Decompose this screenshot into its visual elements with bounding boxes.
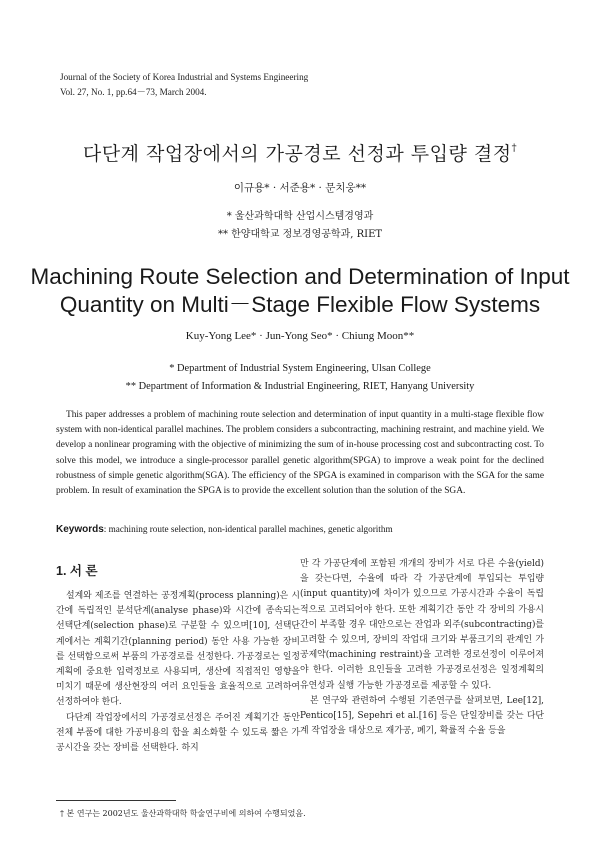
keywords-label: Keywords <box>56 524 104 535</box>
body-column-left <box>56 563 300 756</box>
title-footnote-mark: † <box>511 143 518 154</box>
english-affiliations <box>0 360 600 396</box>
paragraph: 만 각 가공단계에 포함된 개개의 장비가 서로 다른 수율(yield)을 갖는다면, 수율에 따라 각 가공단계에 투입되는 투입량(input quantity)에 차이가 있으므로 가공시간과 수율이 독립적으로 고려되어야 한다. 또한 계획기간 동안 각 장비의 가용시간이 부족할 경우 대안으로는 잔업과 외주(subcontracting)를 고려할 수 있으며, 장비의 작업대 크기와 부품크기의 관계인 가공제약(machining restraint)을 고려한 경로선정이 이루어져야 한다. 이러한 요인들을 고려한 가공경로선정은 일정계획의 유연성과 실행 가능한 가공경로를 제공할 수 있다. <box>300 559 544 691</box>
footnote: † 본 연구는 2002년도 울산과학대학 학술연구비에 의하여 수행되었음. <box>60 809 306 818</box>
korean-affiliation-1: * 울산과학대학 산업시스템경영과 <box>226 211 374 222</box>
keywords <box>56 524 393 535</box>
body-column-right <box>300 557 544 739</box>
paragraph: 설계와 제조를 연결하는 공정계획(process planning)은 시간에 독립적인 분석단계(analyse phase)와 시간에 종속되는 선택단계(selection phase)로 구분할 수 있으며[10], 선택단계에서는 계획기간(planning period) 동안 사용 가능한 장비를 선택함으로써 부품의 가공경로를 선정한다. 가공경로는 일정계획에 중요한 입력정보로 사용되며, 생산에 직접적인 영향을 미치기 때문에 생산현장의 여러 요인들을 효율적으로 고려하여 선정하여야 한다. <box>56 591 300 708</box>
paragraph: 다단계 작업장에서의 가공경로선정은 주어진 계획기간 동안 전체 부품에 대한 가공비용의 합을 최소화할 수 있도록 짧은 가공시간을 갖는 장비를 선택한다. 하지 <box>56 712 300 754</box>
abstract: This paper addresses a problem of machining route selection and determination of input quantity in a multi-stage flexible flow system with non-identical parallel machines. The problem considers a subcontracting, machining restraint, and machine yield. We develop a nonlinear programing with the objective of minimizing the sum of in-house processing cost and subcontracting cost. To solve this model, we introduce a single-processor parallel genetic algorithm(SPGA) to improve a weak point for the declined robustness of simple genetic algorithm(SGA). The efficiency of the SPGA is examined in comparison with the SGA for the same problem. In result of examination the SPGA is to provide the excellent solution than the solution of the SGA. <box>56 410 544 497</box>
english-affiliation-1: * Department of Industrial System Engineering, Ulsan College <box>169 363 431 374</box>
journal-volume: Vol. 27, No. 1, pp.64－73, March 2004. <box>60 87 207 97</box>
english-affiliation-2: ** Department of Information & Industrial Engineering, RIET, Hanyang University <box>125 381 475 392</box>
keywords-text: : machining route selection, non-identical parallel machines, genetic algorithm <box>103 524 393 534</box>
korean-authors: 이규용* · 서준용* · 문치웅** <box>233 182 367 194</box>
section-heading: 1. 서 론 <box>56 564 98 578</box>
korean-affiliation-2: ** 한양대학교 정보경영공학과, RIET <box>217 229 383 240</box>
paragraph: 본 연구와 관련하여 수행된 기존연구를 살펴보면, Lee[12], Pentico[15], Sepehri et al.[16] 등은 단일장비를 갖는 다단계 작업장을 대상으로 재가공, 폐기, 확률적 수율 등을 <box>300 695 544 737</box>
journal-header <box>60 70 308 100</box>
journal-name: Journal of the Society of Korea Industrial and Systems Engineering <box>60 72 309 82</box>
korean-affiliations <box>0 208 600 244</box>
english-title <box>0 263 600 319</box>
footnote-divider <box>56 800 176 801</box>
korean-title <box>0 139 600 166</box>
english-title-line-2: Quantity on Multi－Stage Flexible Flow Systems <box>59 292 541 317</box>
korean-title-text: 다단계 작업장에서의 가공경로 선정과 투입량 결정 <box>82 143 512 165</box>
english-authors: Kuy-Yong Lee* · Jun-Yong Seo* · Chiung Moon** <box>185 330 415 342</box>
english-title-line-1: Machining Route Selection and Determination of Input <box>30 264 570 289</box>
